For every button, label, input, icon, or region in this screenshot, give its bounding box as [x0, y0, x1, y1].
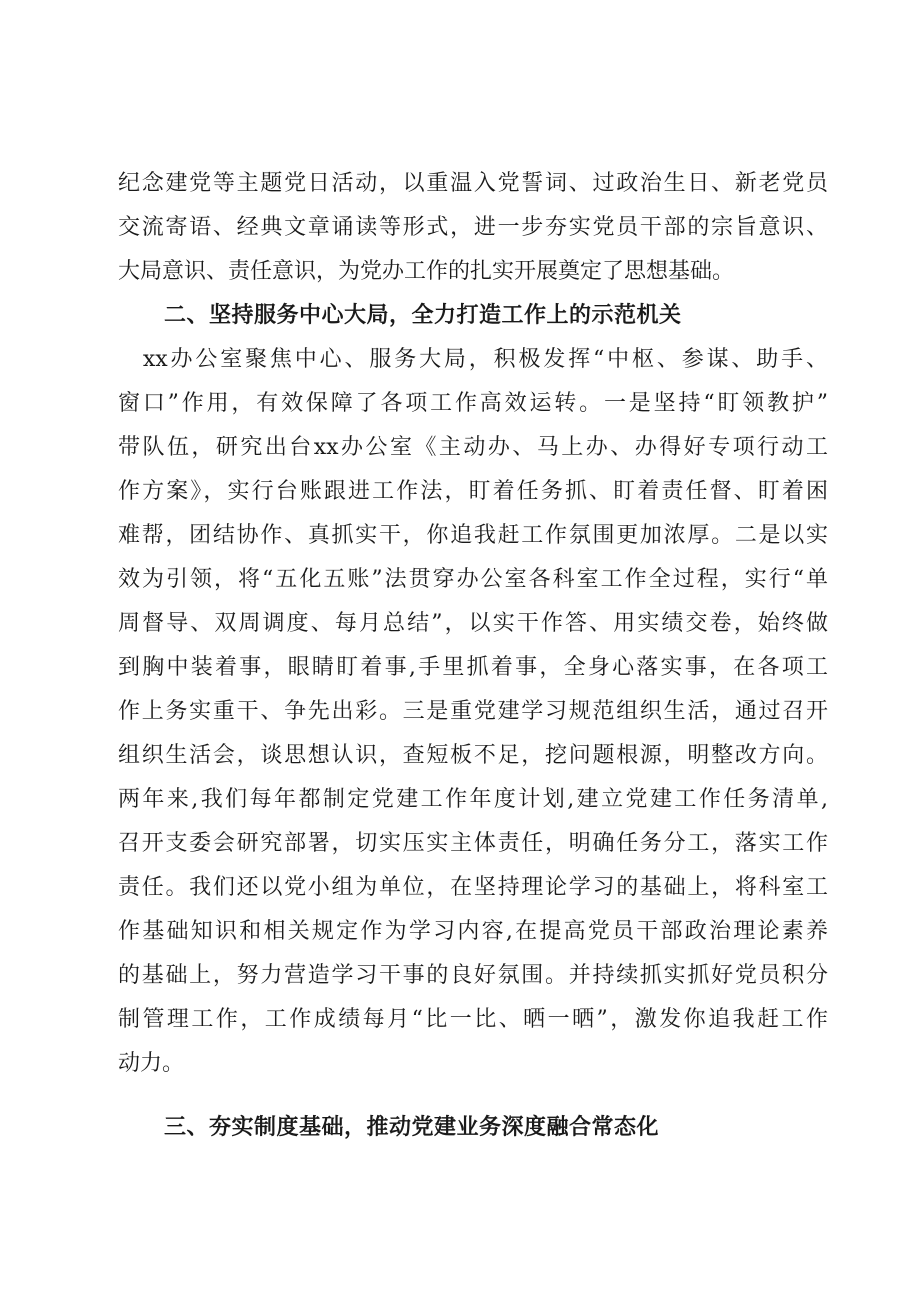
paragraph-line: 动力。 [118, 1051, 185, 1076]
paragraph-line: 周督导、双周调度、每月总结”，以实干作答、用实绩交卷，始终做 [118, 611, 828, 636]
paragraph-1 [118, 162, 828, 294]
paragraph-line: 到胸中装着事，眼睛盯着事,手里抓着事，全身心落实事，在各项工 [118, 655, 828, 680]
paragraph-line: 窗口”作用，有效保障了各项工作高效运转。一是坚持“盯领教护” [118, 391, 828, 416]
paragraph-line: 交流寄语、经典文章诵读等形式，进一步夯实党员干部的宗旨意识、 [118, 215, 828, 240]
paragraph-line: 纪念建党等主题党日活动，以重温入党誓词、过政治生日、新老党员 [118, 171, 828, 196]
paragraph-line: 难帮，团结协作、真抓实干，你追我赶工作氛围更加浓厚。二是以实 [118, 523, 828, 548]
paragraph-line: 的基础上，努力营造学习干事的良好氛围。并持续抓实抓好党员积分 [118, 963, 828, 988]
paragraph-line: 作基础知识和相关规定作为学习内容,在提高党员干部政治理论素养 [118, 919, 828, 944]
paragraph-2 [118, 338, 828, 1086]
section-heading-2: 二、坚持服务中心大局，全力打造工作上的示范机关 [164, 303, 682, 328]
paragraph-line: 作上务实重干、争先出彩。三是重党建学习规范组织生活，通过召开 [118, 699, 828, 724]
paragraph-line: 作方案》，实行台账跟进工作法，盯着任务抓、盯着责任督、盯着困 [118, 479, 828, 504]
document-page [118, 162, 828, 1150]
paragraph-line: 带队伍，研究出台xx办公室《主动办、马上办、办得好专项行动工 [118, 435, 828, 460]
paragraph-line: 大局意识、责任意识，为党办工作的扎实开展奠定了思想基础。 [118, 259, 735, 284]
paragraph-line: 制管理工作，工作成绩每月“比一比、晒一晒”，激发你追我赶工作 [118, 1007, 828, 1032]
paragraph-line: xx办公室聚焦中心、服务大局，积极发挥“中枢、参谋、助手、 [118, 347, 828, 372]
paragraph-line: 两年来,我们每年都制定党建工作年度计划,建立党建工作任务清单, [118, 787, 828, 812]
paragraph-line: 组织生活会，谈思想认识，查短板不足，挖问题根源，明整改方向。 [118, 743, 828, 768]
paragraph-line: 责任。我们还以党小组为单位，在坚持理论学习的基础上，将科室工 [118, 875, 828, 900]
paragraph-line: 召开支委会研究部署，切实压实主体责任，明确任务分工，落实工作 [118, 831, 828, 856]
paragraph-line: 效为引领，将“五化五账”法贯穿办公室各科室工作全过程，实行“单 [118, 567, 828, 592]
section-heading-3: 三、夯实制度基础，推动党建业务深度融合常态化 [164, 1115, 660, 1140]
